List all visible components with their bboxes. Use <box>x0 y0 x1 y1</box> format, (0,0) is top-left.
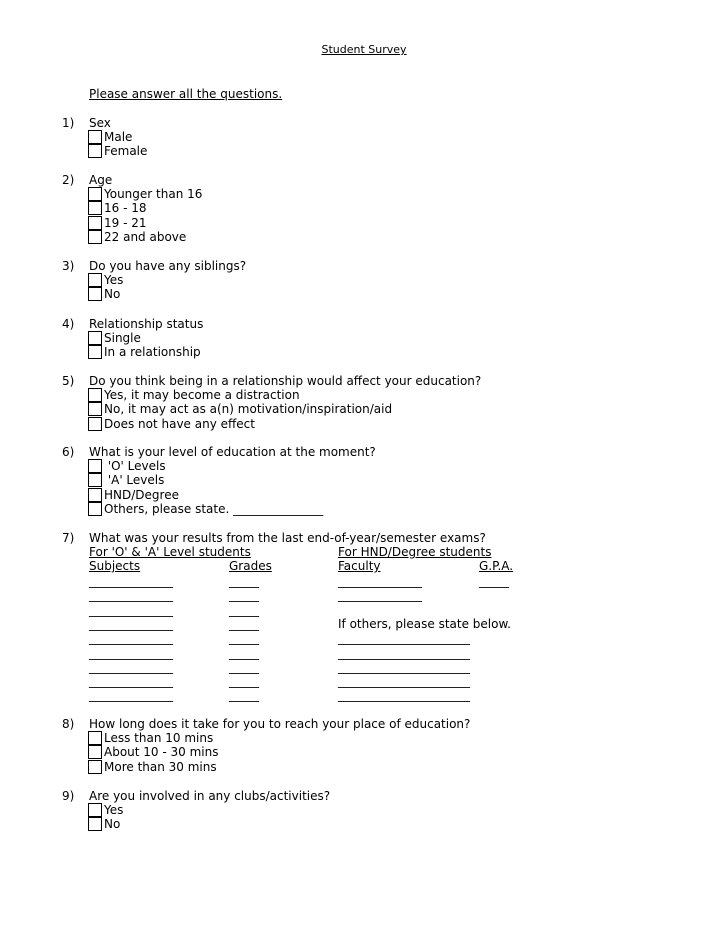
checkbox[interactable] <box>88 331 102 345</box>
question-text: Relationship status <box>89 317 204 331</box>
instruction-text: Please answer all the questions. <box>89 87 283 101</box>
subject-blank[interactable]: ______________ <box>89 588 173 602</box>
checkbox[interactable] <box>88 803 102 817</box>
subject-blank[interactable]: ______________ <box>89 574 173 588</box>
grade-blank[interactable]: _____ <box>229 574 259 588</box>
question-text: How long does it take for you to reach your place of education? <box>89 717 471 731</box>
checkbox[interactable] <box>88 731 102 745</box>
question-number: 6) <box>62 445 75 459</box>
others-blank[interactable]: ______________________ <box>338 631 470 645</box>
question-number: 4) <box>62 317 75 331</box>
col-gpa: G.P.A. <box>479 559 514 573</box>
subject-blank[interactable]: ______________ <box>89 674 173 688</box>
checkbox[interactable] <box>88 201 102 215</box>
survey-page: Student Survey Please answer all the questions. 1) Sex Male Female 2) Age Younger than 16 16 - 18 19 - 21 22 and above 3) Do you have any siblings? Yes No 4) Relationship status Single In a relationship 5) Do you think being in a relationship would affect your education? Yes, it may become a distraction No, it may act as a(n) motivation/inspiration/aid Does not have any effect 6) What is your level of education at the moment? 'O' Levels 'A' Levels HND/Degree Others, please state. _______________ 7) What was your results from the last end-of-year/semester exams? For 'O' & 'A' Level students For HND/Degree students Subjects Grades Faculty G.P.A. ______________ _____ ______________ _____ ______________ _____ ______________ _____ ______________ _____ ______________ _____ ______________ _____ ______________ _____ ______________ _____ ______________ If others, please state below. ______________________ ______________________ ______________________ ______________________ ______________________ ______________ _____ 8) How long does it take for you to reach your place of education? Less than 10 mins About 10 - 30 mins More than 30 mins 9) Are you involved in any clubs/activities? Yes No <box>0 0 728 943</box>
subject-blank[interactable]: ______________ <box>89 660 173 674</box>
question-text: Do you have any siblings? <box>89 259 247 273</box>
left-heading: For 'O' & 'A' Level students <box>89 545 251 559</box>
grade-blank[interactable]: _____ <box>229 688 259 702</box>
question-number: 9) <box>62 789 75 803</box>
question-text: What was your results from the last end-of-year/semester exams? <box>89 531 486 545</box>
checkbox[interactable] <box>88 130 102 144</box>
checkbox[interactable] <box>88 345 102 359</box>
col-grades: Grades <box>229 559 272 573</box>
right-heading: For HND/Degree students <box>338 545 492 559</box>
faculty-blank[interactable]: ______________ <box>338 574 422 588</box>
question-number: 3) <box>62 259 75 273</box>
others-blank[interactable]: ______________________ <box>338 674 470 688</box>
subject-blank[interactable]: ______________ <box>89 603 173 617</box>
checkbox[interactable] <box>88 216 102 230</box>
grade-blank[interactable]: _____ <box>229 588 259 602</box>
grade-blank[interactable]: _____ <box>229 674 259 688</box>
grade-blank[interactable]: _____ <box>229 646 259 660</box>
page-title: Student Survey <box>321 43 407 56</box>
subject-blank[interactable]: ______________ <box>89 646 173 660</box>
subject-blank[interactable]: ______________ <box>89 688 173 702</box>
others-note: If others, please state below. <box>338 617 511 631</box>
checkbox[interactable] <box>88 388 102 402</box>
question-number: 8) <box>62 717 75 731</box>
others-blank[interactable]: ______________________ <box>338 688 470 702</box>
subject-blank[interactable]: ______________ <box>89 631 173 645</box>
question-text: Age <box>89 173 113 187</box>
checkbox[interactable] <box>88 473 102 487</box>
checkbox[interactable] <box>88 144 102 158</box>
question-text: What is your level of education at the moment? <box>89 445 376 459</box>
question-number: 1) <box>62 116 75 130</box>
checkbox[interactable] <box>88 760 102 774</box>
grade-blank[interactable]: _____ <box>229 617 259 631</box>
others-blank[interactable]: ______________________ <box>338 660 470 674</box>
checkbox[interactable] <box>88 488 102 502</box>
checkbox[interactable] <box>88 745 102 759</box>
question-text: Are you involved in any clubs/activities? <box>89 789 331 803</box>
checkbox[interactable] <box>88 230 102 244</box>
question-text: Do you think being in a relationship would affect your education? <box>89 374 482 388</box>
question-number: 7) <box>62 531 75 545</box>
others-blank[interactable]: ______________________ <box>338 646 470 660</box>
grade-blank[interactable]: _____ <box>229 631 259 645</box>
col-faculty: Faculty <box>338 559 381 573</box>
checkbox[interactable] <box>88 187 102 201</box>
checkbox[interactable] <box>88 417 102 431</box>
subject-blank[interactable]: ______________ <box>89 617 173 631</box>
question-number: 5) <box>62 374 75 388</box>
question-number: 2) <box>62 173 75 187</box>
grade-blank[interactable]: _____ <box>229 660 259 674</box>
col-subjects: Subjects <box>89 559 141 573</box>
checkbox[interactable] <box>88 273 102 287</box>
checkbox[interactable] <box>88 817 102 831</box>
checkbox[interactable] <box>88 287 102 301</box>
grade-blank[interactable]: _____ <box>229 603 259 617</box>
faculty-blank[interactable]: ______________ <box>338 588 422 602</box>
question-text: Sex <box>89 116 111 130</box>
checkbox[interactable] <box>88 402 102 416</box>
checkbox[interactable] <box>88 502 102 516</box>
checkbox[interactable] <box>88 459 102 473</box>
gpa-blank[interactable]: _____ <box>479 574 509 588</box>
